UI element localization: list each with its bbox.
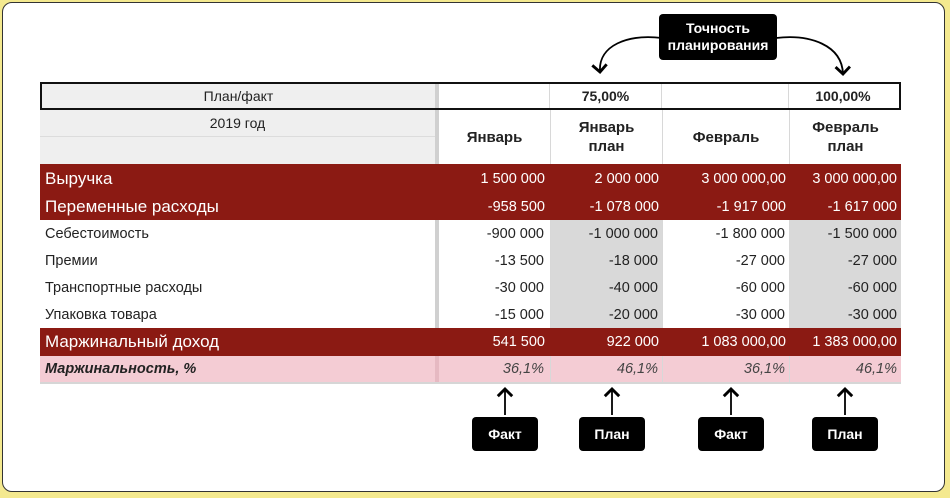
cell-value: -15 000 [439, 301, 551, 328]
year-label: 2019 год [40, 110, 435, 137]
tag-fact-feb: Факт [698, 417, 764, 451]
row-revenue [40, 164, 901, 193]
cell-value: -27 000 [663, 247, 790, 274]
arrow-to-jan-plan [600, 37, 662, 72]
col-header-jan: Январь [439, 110, 551, 164]
row-transport [40, 274, 901, 302]
cell-value: 922 000 [606, 334, 659, 350]
cell-value: -1 000 000 [551, 220, 663, 247]
cell-value: -13 500 [439, 247, 551, 274]
cell-value: 36,1% [663, 356, 790, 382]
cell-value: -18 000 [551, 247, 663, 274]
row-packaging [40, 301, 901, 328]
cell-value: -1 500 000 [790, 220, 901, 247]
planning-accuracy-callout: Точность планирования [659, 14, 777, 60]
tag-plan-jan: План [579, 417, 645, 451]
row-margin-income [40, 328, 901, 356]
cell-value: 1 083 000,00 [701, 334, 786, 350]
cell-value: 1 500 000 [480, 170, 545, 187]
cell-value: -40 000 [551, 274, 663, 301]
cell-value: -30 000 [439, 274, 551, 301]
plan-fact-label: План/факт [42, 84, 435, 108]
cell-value: 46,1% [855, 361, 897, 377]
cell-value: -1 078 000 [589, 198, 659, 215]
cell-value: 46,1% [551, 356, 663, 382]
cell-value: -27 000 [790, 247, 901, 274]
row-label: Себестоимость [45, 225, 149, 242]
row-label: Транспортные расходы [45, 279, 203, 296]
row-label: Премии [45, 252, 98, 269]
col-header-jan-plan: Январь план [551, 110, 663, 164]
cell-value: -1 917 000 [716, 198, 786, 215]
cell-value: -958 500 [487, 198, 545, 215]
cell-value: 541 500 [492, 334, 545, 350]
row-margin-percent [40, 356, 901, 384]
column-header-row [40, 110, 901, 164]
accuracy-jan: 75,00% [550, 84, 662, 108]
row-label: Маржинальность, % [45, 361, 197, 377]
arrow-to-feb-plan [776, 37, 843, 74]
cell-value: 3 000 000,00 [701, 170, 786, 187]
cell-value: -1 800 000 [663, 220, 790, 247]
row-label: Маржинальный доход [45, 332, 220, 351]
cell-value: -1 617 000 [827, 198, 897, 215]
tag-fact-jan: Факт [472, 417, 538, 451]
col-header-feb: Февраль [663, 110, 790, 164]
row-variable-costs [40, 193, 901, 220]
cell-value: -20 000 [551, 301, 663, 328]
row-label: Переменные расходы [45, 196, 219, 216]
accuracy-row [40, 82, 901, 110]
row-label: Упаковка товара [45, 306, 157, 323]
cell-value: -30 000 [663, 301, 790, 328]
cell-value: -60 000 [663, 274, 790, 301]
cell-value: -900 000 [439, 220, 551, 247]
cell-value: -30 000 [790, 301, 901, 328]
cell-value: 2 000 000 [594, 170, 659, 187]
cell-value: 1 383 000,00 [812, 334, 897, 350]
accuracy-feb: 100,00% [815, 88, 871, 104]
cell-value: 3 000 000,00 [812, 170, 897, 187]
row-cost [40, 220, 901, 248]
col-header-feb-plan: Февраль план [812, 119, 879, 155]
row-label: Выручка [45, 168, 113, 188]
cell-value: -60 000 [790, 274, 901, 301]
cell-value: 36,1% [439, 356, 551, 382]
tag-plan-feb: План [812, 417, 878, 451]
row-bonuses [40, 247, 901, 275]
